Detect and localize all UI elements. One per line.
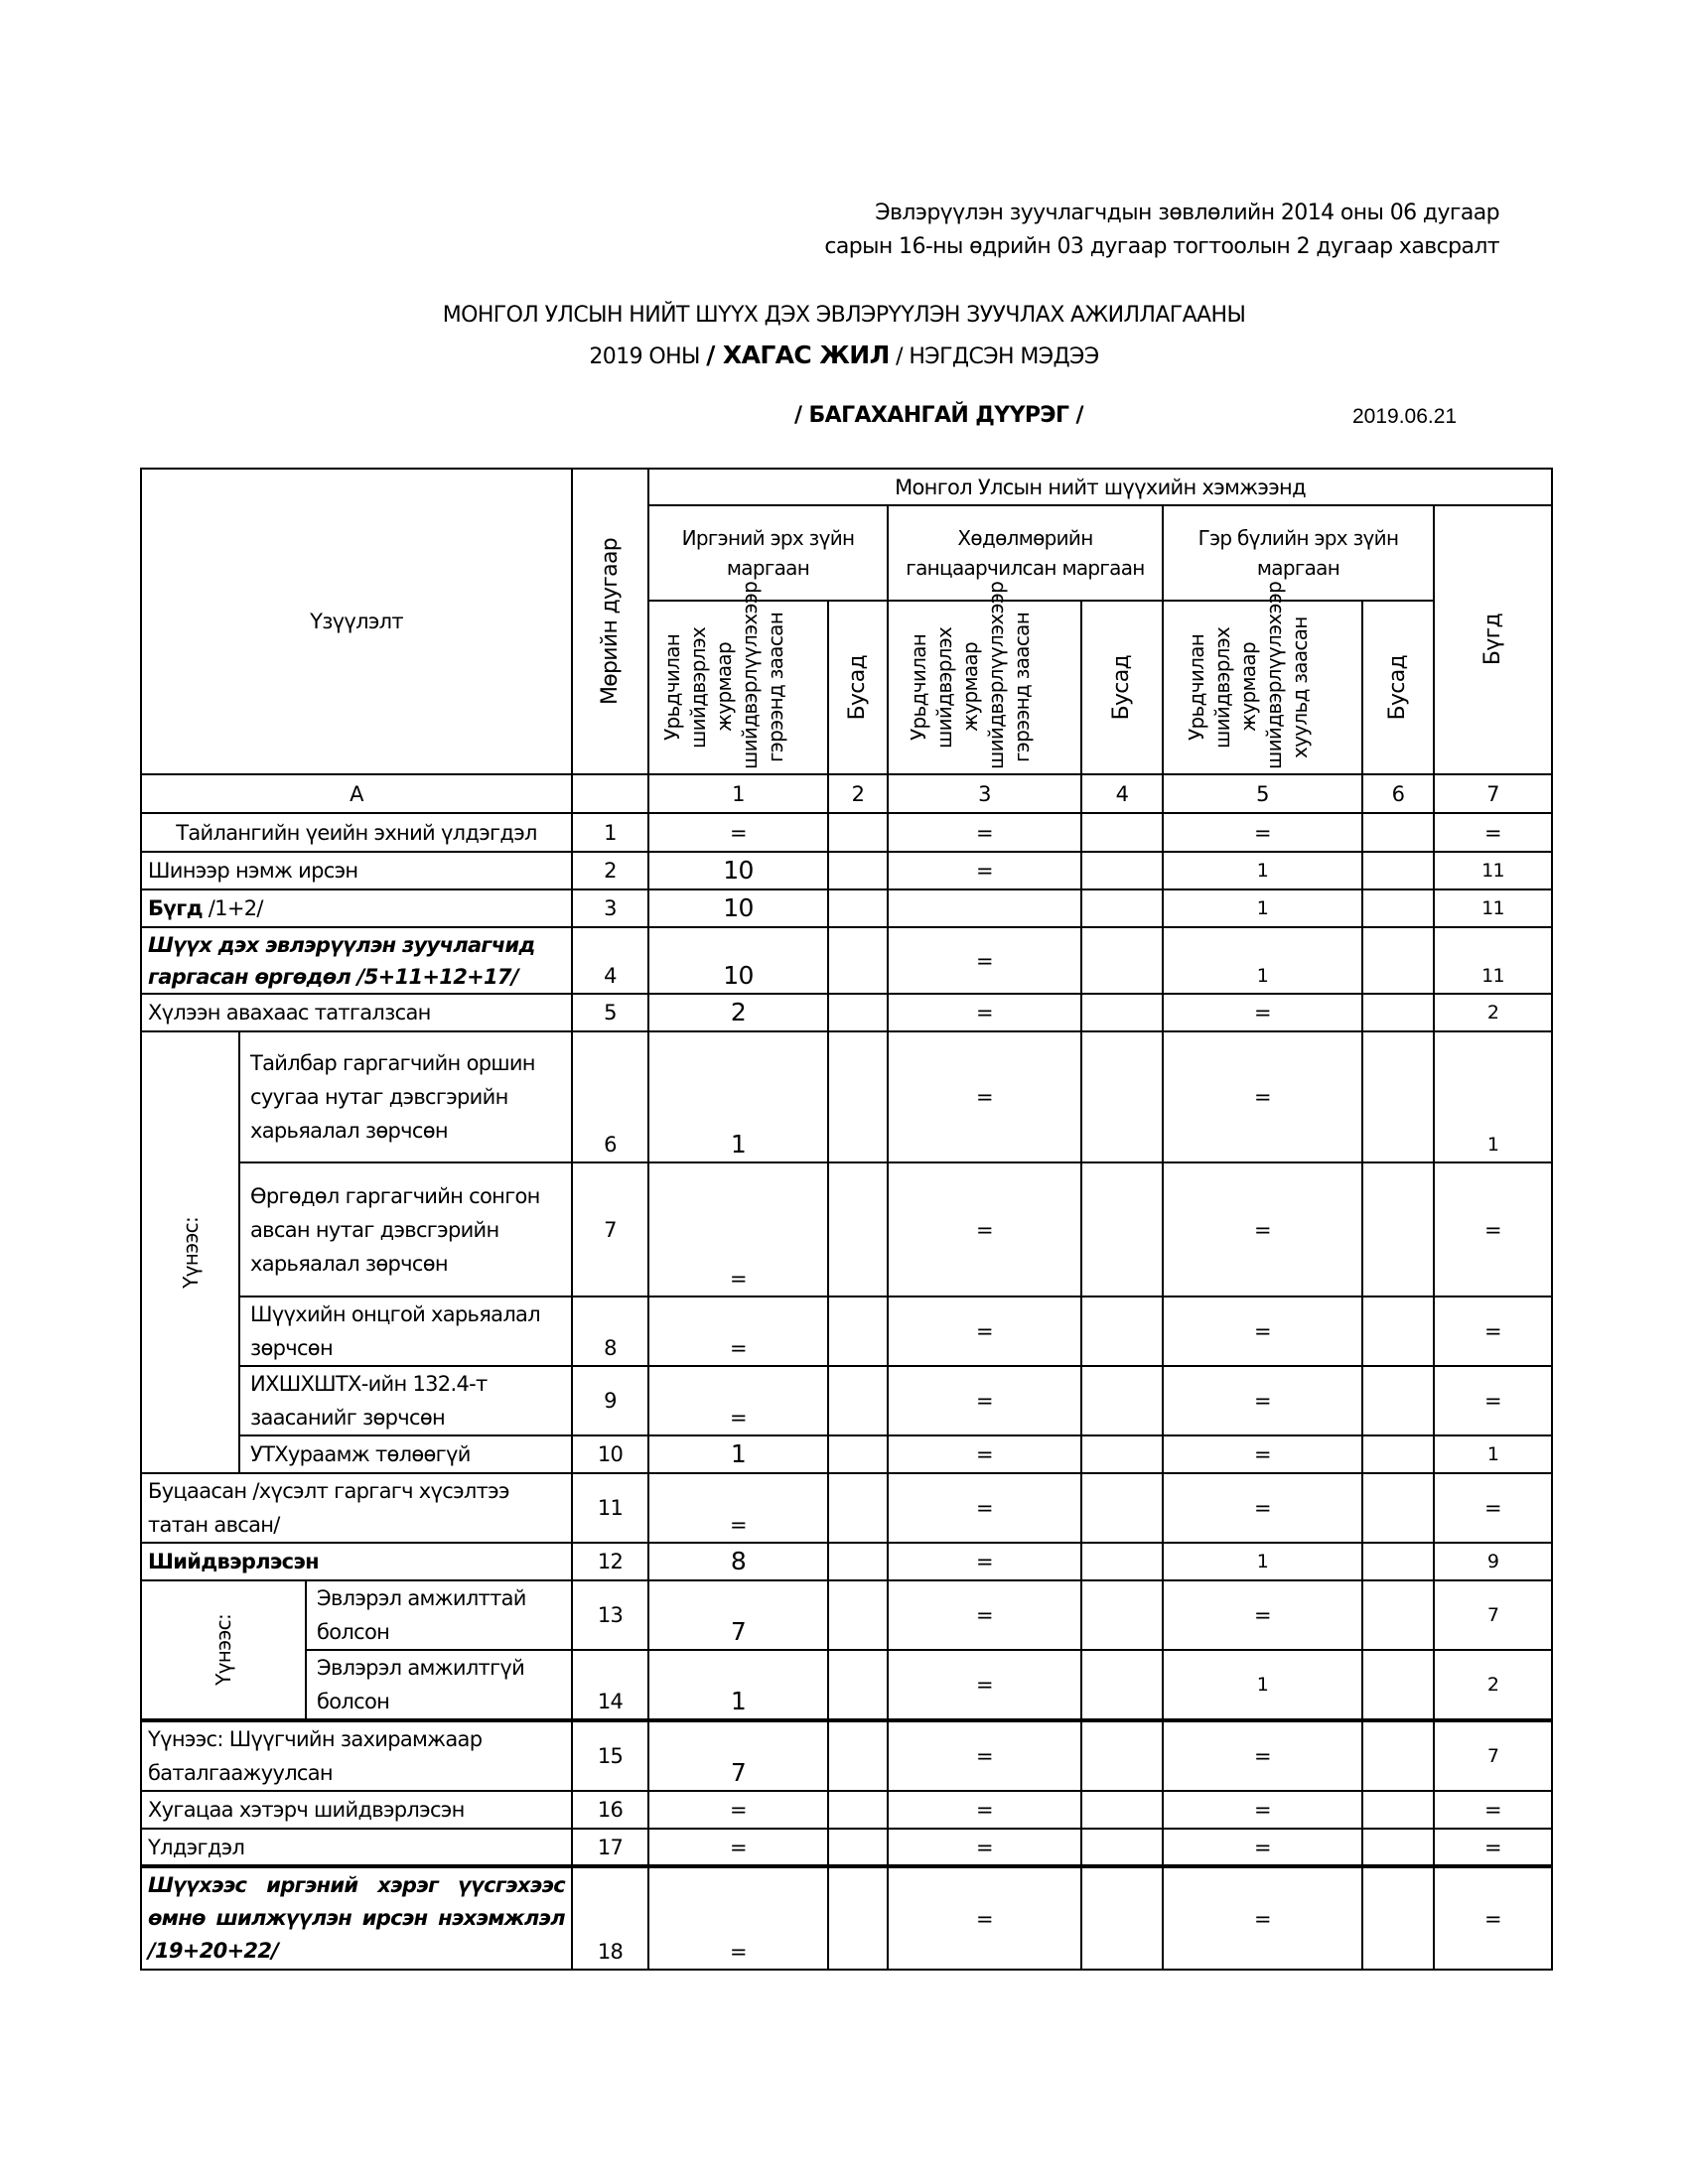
header-row-number: Мөрийн дугаар bbox=[572, 469, 648, 774]
table-row: Үүнээс: Эвлэрэл амжилттай болсон 13 7 = = 7 bbox=[141, 1580, 1552, 1650]
group-label-1: Үүнээс: bbox=[141, 1031, 239, 1473]
annex-line-2: сарын 16-ны өдрийн 03 дугаар тогтоолын 2 дугаар хавсралт bbox=[824, 234, 1499, 259]
table-row: Буцаасан /хүсэлт гаргагч хүсэлтээ татан авсан/ 11 = = = = bbox=[141, 1473, 1552, 1543]
report-date: 2019.06.21 bbox=[1352, 405, 1458, 428]
table-row: Шүүхээс иргэний хэрэг үүсгэхээс өмнө шилжүүлэн ирсэн нэхэмжлэл /19+20+22/ 18 = = = = bbox=[141, 1866, 1552, 1970]
table-row: Шинээр нэмж ирсэн 2 10 = 1 11 bbox=[141, 852, 1552, 889]
title-line-1: МОНГОЛ УЛСЫН НИЙТ ШҮҮХ ДЭХ ЭВЛЭРҮҮЛЭН ЗУУЧЛАХ АЖИЛЛАГААНЫ bbox=[442, 303, 1246, 328]
header-civil-other: Бусад bbox=[828, 601, 888, 774]
table-row: Эвлэрэл амжилтгүй болсон 14 1 = 1 2 bbox=[141, 1650, 1552, 1720]
index-row: А 1 2 3 4 5 6 7 bbox=[141, 774, 1552, 813]
title-period: / ХАГАС ЖИЛ bbox=[706, 341, 890, 369]
header-total: Бүгд bbox=[1434, 505, 1552, 774]
district-name: / БАГАХАНГАЙ ДҮҮРЭГ / bbox=[794, 403, 1083, 428]
table-row: Шийдвэрлэсэн 12 8 = 1 9 bbox=[141, 1543, 1552, 1580]
table-row: Үүнээс: Шүүгчийн захирамжаар баталгаажуулсан 15 7 = = 7 bbox=[141, 1720, 1552, 1791]
header-labor-other: Бусад bbox=[1081, 601, 1163, 774]
annex-reference bbox=[824, 197, 1499, 264]
table-row: Үүнээс: Тайлбар гаргагчийн оршин суугаа нутаг дэвсгэрийн харьяалал зөрчсөн 6 1 = = 1 bbox=[141, 1031, 1552, 1162]
header-content: Үзүүлэлт bbox=[141, 469, 572, 774]
header-group-civil: Иргэний эрх зүйн маргаан bbox=[648, 505, 888, 601]
table-row: УТХураамж төлөөгүй 10 1 = = 1 bbox=[141, 1435, 1552, 1473]
table-row: Хүлээн авахаас татгалзсан 5 2 = = 2 bbox=[141, 994, 1552, 1031]
header-civil-priority: Урьдчилан шийдвэрлэх журмаар шийдвэрлүүлэхээр гэрээнд заасан bbox=[648, 601, 828, 774]
title-year: 2019 ОНЫ bbox=[589, 344, 700, 369]
header-scope: Монгол Улсын нийт шүүхийн хэмжээнд bbox=[648, 469, 1552, 505]
header-group-labor: Хөдөлмөрийн ганцаарчилсан маргаан bbox=[888, 505, 1163, 601]
table-row: Шүүхийн онцгой харьяалал зөрчсөн 8 = = = = bbox=[141, 1297, 1552, 1366]
group-label-2: Үүнээс: bbox=[141, 1580, 306, 1720]
table-row: Хугацаа хэтэрч шийдвэрлэсэн 16 = = = = bbox=[141, 1791, 1552, 1829]
table-row: Үлдэгдэл 17 = = = = bbox=[141, 1829, 1552, 1866]
annex-line-1: Эвлэрүүлэн зуучлагчдын зөвлөлийн 2014 оны 06 дугаар bbox=[875, 201, 1499, 225]
header-labor-priority: Урьдчилан шийдвэрлэх журмаар шийдвэрлүүлэхээр гэрээнд заасан bbox=[888, 601, 1081, 774]
table-row: ИХШХШТХ-ийн 132.4-т заасанийг зөрчсөн 9 = = = = bbox=[141, 1366, 1552, 1435]
title-line-2 bbox=[0, 336, 1688, 377]
report-table bbox=[140, 468, 1553, 1971]
report-title bbox=[0, 296, 1688, 377]
table-row: Тайлангийн үеийн эхний үлдэгдэл 1 = = = = bbox=[141, 813, 1552, 852]
title-suffix: / НЭГДСЭН МЭДЭЭ bbox=[896, 344, 1099, 369]
header-family-other: Бусад bbox=[1362, 601, 1434, 774]
table-row: Шүүх дэх эвлэрүүлэн зуучлагчид гаргасан өргөдөл /5+11+12+17/ 4 10 = 1 11 bbox=[141, 927, 1552, 994]
header-group-family: Гэр бүлийн эрх зүйн маргаан bbox=[1163, 505, 1434, 601]
table-row: Өргөдөл гаргагчийн сонгон авсан нутаг дэвсгэрийн харьяалал зөрчсөн 7 = = = = bbox=[141, 1162, 1552, 1297]
table-row: Бүгд /1+2/ 3 10 1 11 bbox=[141, 889, 1552, 927]
header-family-priority: Урьдчилан шийдвэрлэх журмаар шийдвэрлүүлэхээр хуульд заасан bbox=[1163, 601, 1362, 774]
